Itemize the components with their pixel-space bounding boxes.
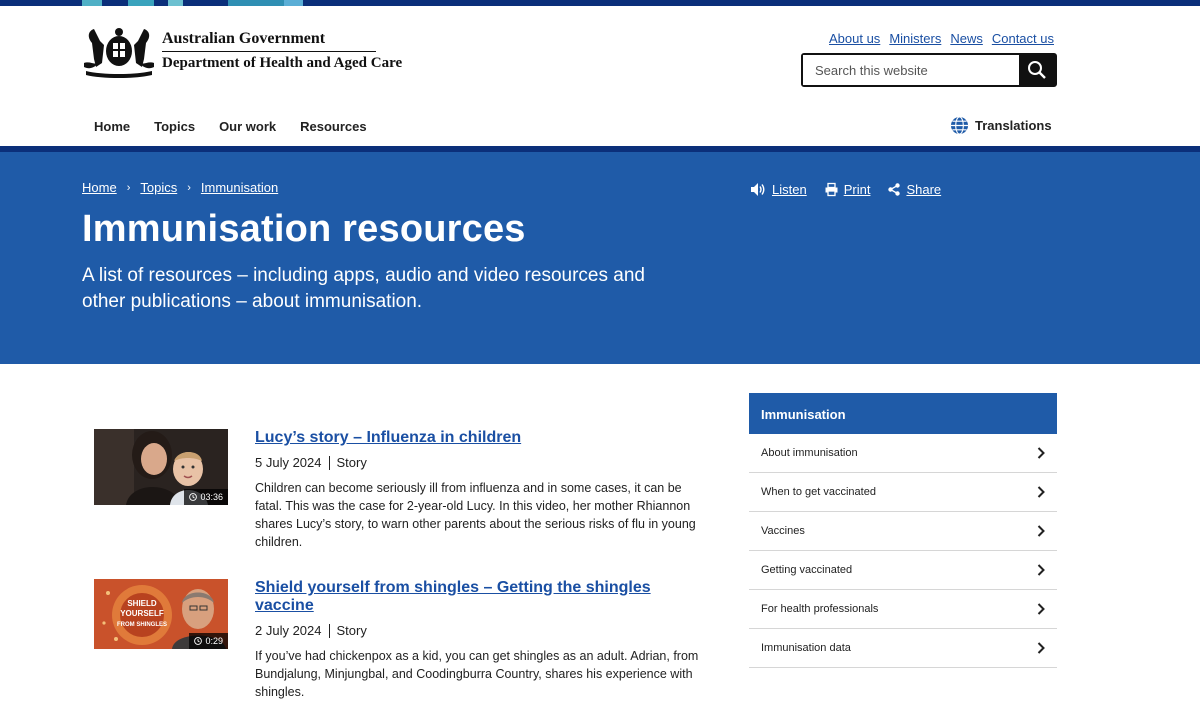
- search-button[interactable]: [1019, 55, 1055, 85]
- link-news[interactable]: News: [950, 31, 983, 46]
- chevron-right-icon: [1037, 603, 1045, 615]
- department-name: Department of Health and Aged Care: [162, 55, 403, 71]
- chevron-right-icon: [1037, 564, 1045, 576]
- page-header: [0, 146, 1200, 364]
- translations-label: Translations: [975, 118, 1052, 133]
- listen-button[interactable]: [751, 182, 807, 197]
- sidenav-item-label: Immunisation data: [761, 642, 851, 654]
- link-ministers[interactable]: Ministers: [889, 31, 942, 46]
- breadcrumb: [82, 180, 278, 195]
- resource-date: 5 July 2024: [255, 455, 322, 470]
- listen-label: Listen: [772, 182, 807, 197]
- resource-title-link[interactable]: Shield yourself from shingles – Getting the shingles vaccine: [255, 579, 651, 614]
- clock-icon: [189, 493, 197, 501]
- site-search: [801, 53, 1057, 87]
- duration-text: 03:36: [200, 492, 223, 502]
- link-about-us[interactable]: About us: [828, 31, 881, 46]
- government-name: Australian Government: [162, 30, 376, 52]
- chevron-right-icon: [1037, 525, 1045, 537]
- link-contact-us[interactable]: Contact us: [991, 31, 1054, 46]
- clock-icon: [194, 637, 202, 645]
- breadcrumb-topics[interactable]: Topics: [140, 180, 178, 195]
- sidenav-item-getting-vaccinated[interactable]: [749, 551, 1057, 590]
- sidenav-item-label: Vaccines: [761, 525, 805, 537]
- share-button[interactable]: [888, 182, 941, 197]
- svg-text:YOURSELF: YOURSELF: [120, 609, 164, 618]
- resource-type: Story: [336, 455, 367, 470]
- globe-icon: [950, 116, 969, 135]
- section-navigation: [749, 393, 1057, 668]
- nav-resources[interactable]: Resources: [300, 119, 367, 134]
- utility-links: [829, 31, 1054, 46]
- government-logo[interactable]: [82, 23, 402, 79]
- video-duration: [189, 633, 228, 649]
- search-icon: [1027, 60, 1047, 80]
- nav-our-work[interactable]: Our work: [219, 119, 277, 134]
- sidenav-item-vaccines[interactable]: [749, 512, 1057, 551]
- sidenav-item-immunisation-data[interactable]: [749, 629, 1057, 668]
- page-tools: [751, 182, 941, 197]
- video-duration: [184, 489, 228, 505]
- share-label: Share: [906, 182, 942, 197]
- sidenav-item-label: For health professionals: [761, 603, 879, 615]
- sidenav-item-label: When to get vaccinated: [761, 486, 876, 498]
- duration-text: 0:29: [205, 636, 223, 646]
- page-title: Immunisation resources: [82, 208, 526, 250]
- crest-icon: [82, 23, 156, 79]
- chevron-right-icon: ›: [187, 181, 191, 194]
- resource-type: Story: [336, 623, 367, 638]
- chevron-right-icon: [1037, 447, 1045, 459]
- breadcrumb-home[interactable]: Home: [82, 180, 117, 195]
- search-input[interactable]: [803, 55, 1019, 85]
- page-intro: A list of resources – including apps, audio and video resources and other publications – about immunisation.: [82, 265, 645, 312]
- sidenav-heading[interactable]: Immunisation: [749, 393, 1057, 434]
- video-thumbnail[interactable]: [94, 429, 228, 505]
- resource-title-link[interactable]: Lucy’s story – Influenza in children: [255, 429, 522, 446]
- resource-description: If you’ve had chickenpox as a kid, you can get shingles as an adult. Adrian, from Bundjalung, Minjungbal, and Coodingburra Country, shares his experience with shingles.: [255, 649, 699, 699]
- svg-text:FROM SHINGLES: FROM SHINGLES: [116, 622, 168, 628]
- translations-link[interactable]: [950, 116, 1052, 135]
- resource-date: 2 July 2024: [255, 623, 322, 638]
- nav-home[interactable]: Home: [94, 119, 131, 134]
- sidenav-item-when-to-get-vaccinated[interactable]: [749, 473, 1057, 512]
- breadcrumb-immunisation[interactable]: Immunisation: [200, 180, 279, 195]
- meta-divider: [329, 624, 330, 638]
- video-thumbnail[interactable]: [94, 579, 228, 649]
- print-button[interactable]: [825, 182, 871, 197]
- print-label: Print: [843, 182, 871, 197]
- chevron-right-icon: [1037, 642, 1045, 654]
- top-accent-bar: [0, 0, 1200, 6]
- svg-text:SHIELD: SHIELD: [127, 599, 157, 608]
- hero-divider: [0, 146, 1200, 152]
- sidenav-item-about-immunisation[interactable]: [749, 434, 1057, 473]
- resource-description: Children can become seriously ill from influenza and in some cases, it can be fatal. This was the case for 2-year-old Lucy. In this video, her mother Rhiannon shares Lucy’s story, to warn other parents about the serious risks of flu in young children.: [255, 481, 696, 549]
- sidenav-item-for-health-professionals[interactable]: [749, 590, 1057, 629]
- nav-topics[interactable]: Topics: [142, 107, 207, 152]
- speaker-icon: [751, 183, 766, 196]
- share-icon: [888, 183, 900, 196]
- sidenav-item-label: About immunisation: [761, 447, 858, 459]
- printer-icon: [825, 183, 838, 196]
- meta-divider: [329, 456, 330, 470]
- chevron-right-icon: ›: [126, 181, 131, 194]
- chevron-right-icon: [1037, 486, 1045, 498]
- sidenav-item-label: Getting vaccinated: [761, 564, 853, 576]
